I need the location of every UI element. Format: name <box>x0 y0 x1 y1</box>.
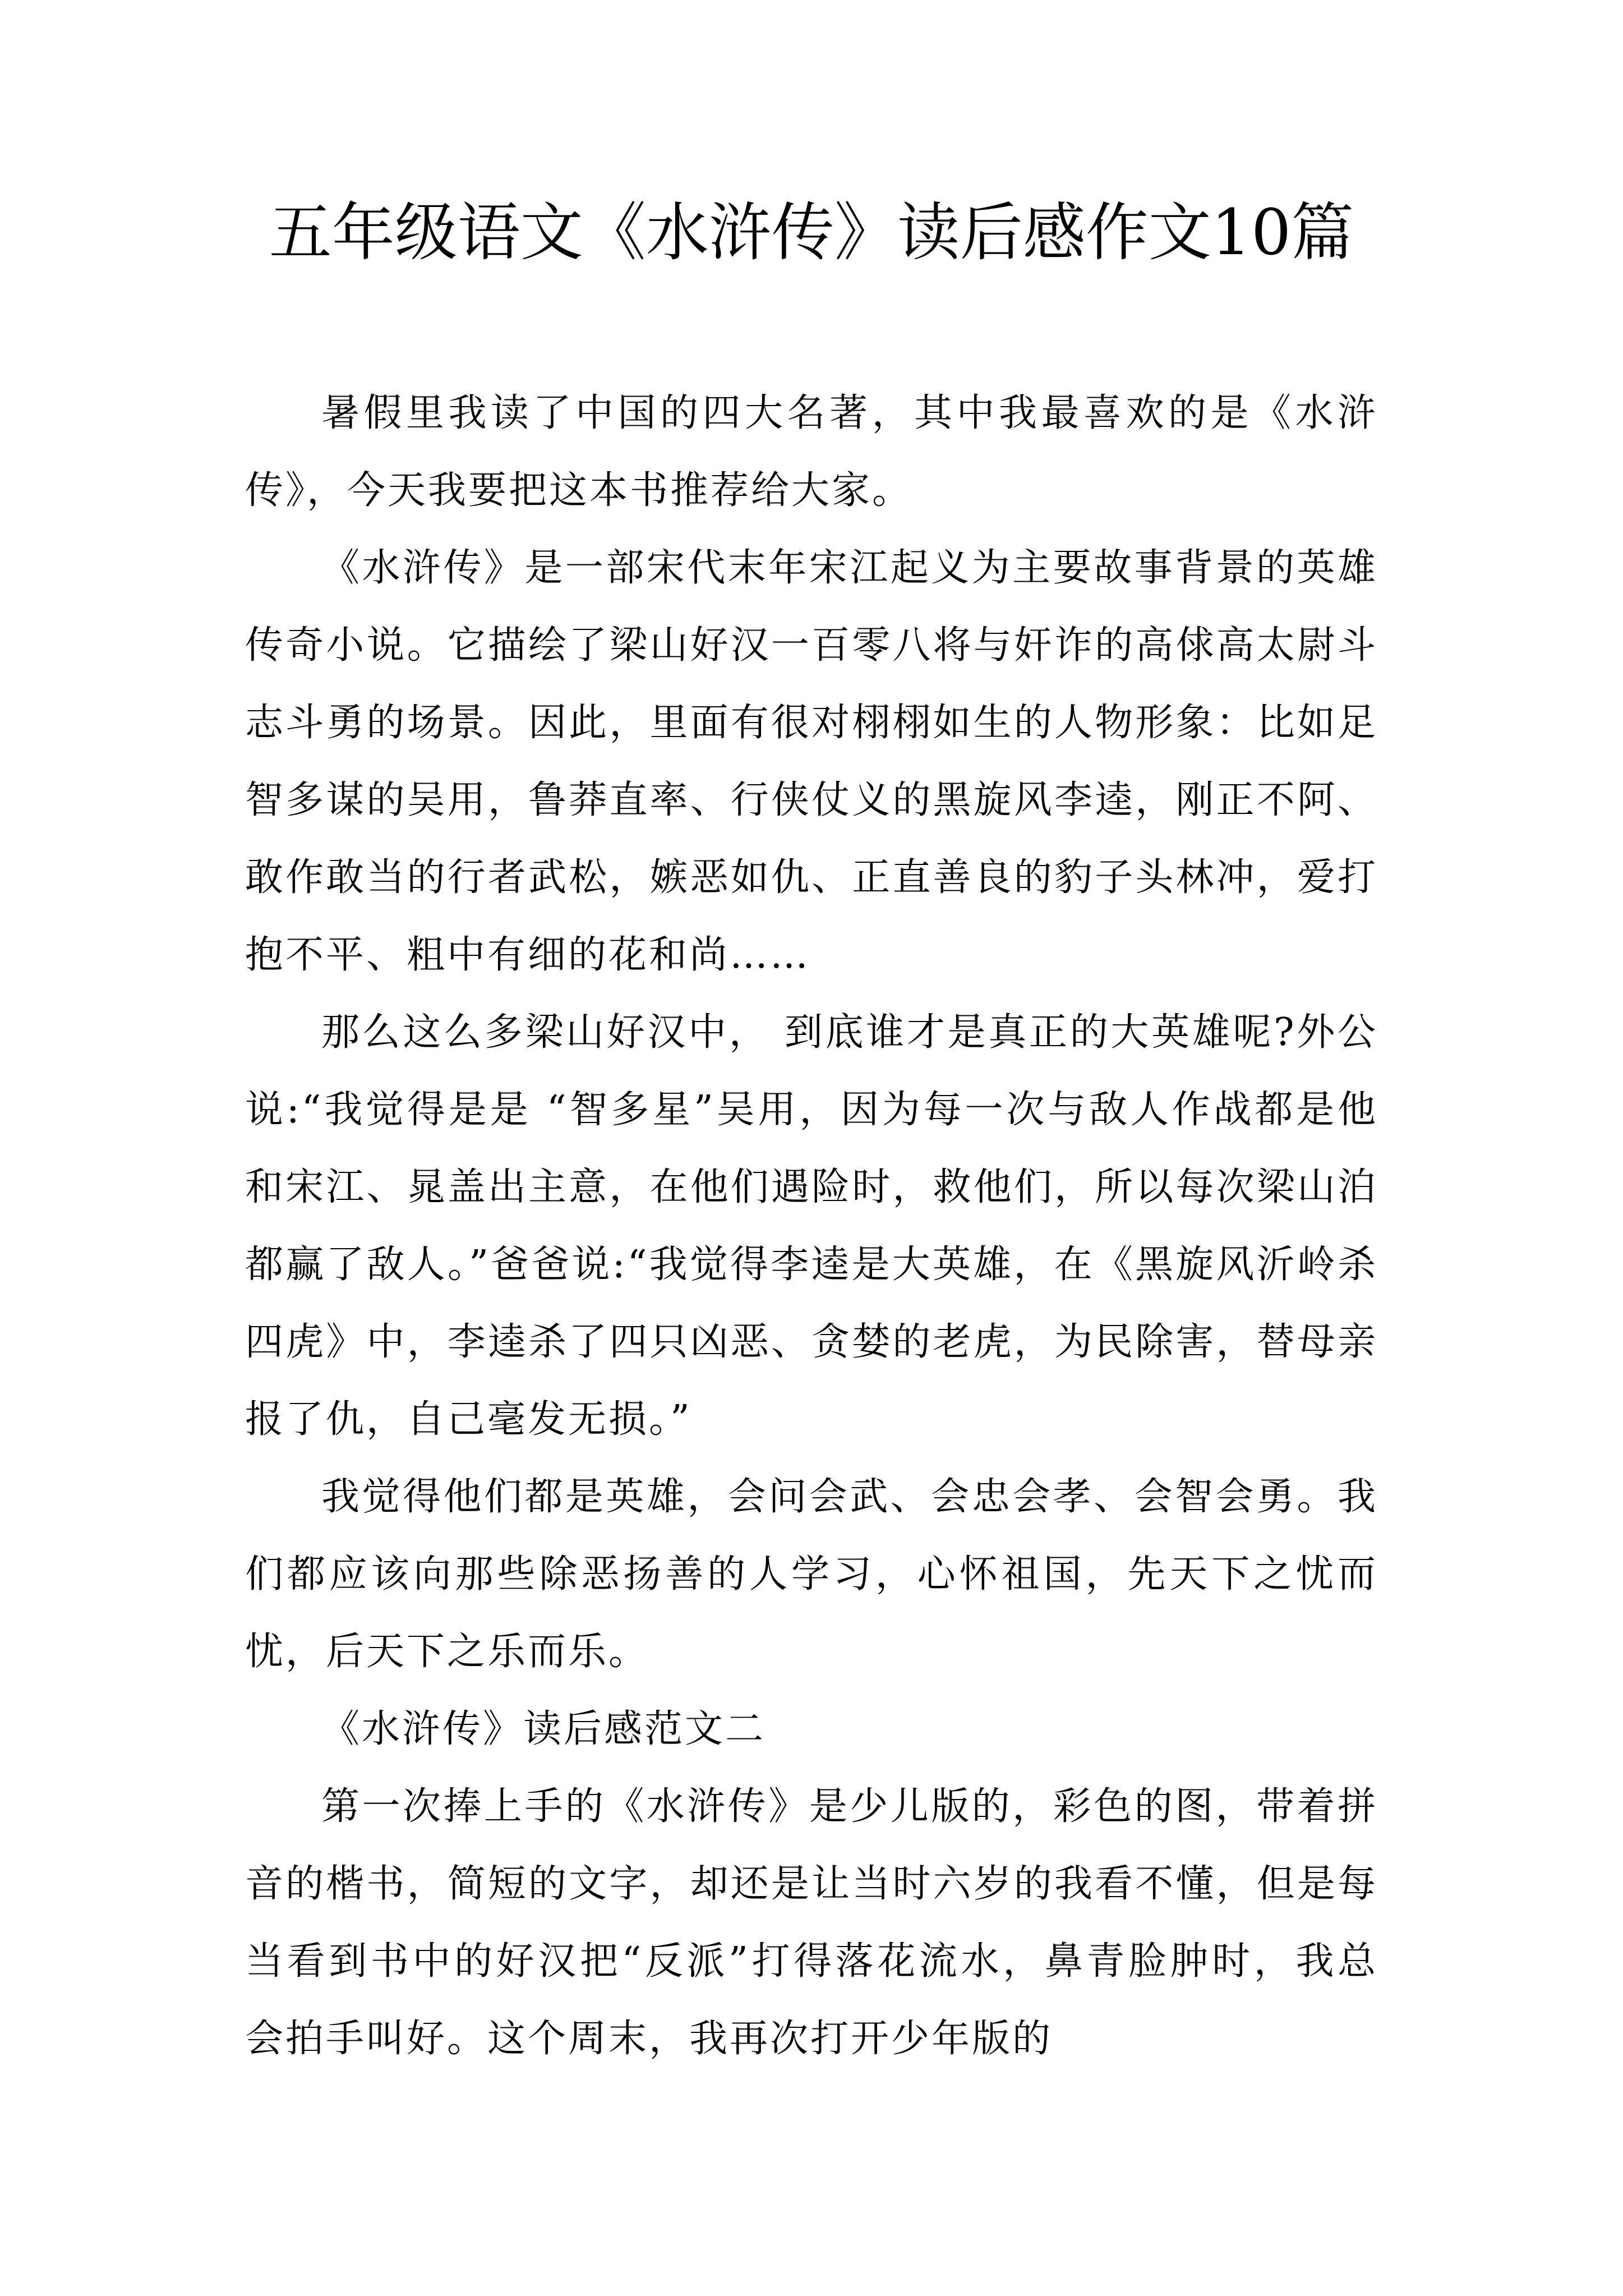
paragraph: 我觉得他们都是英雄，会问会武、会忠会孝、会智会勇。我们都应该向那些除恶扬善的人学习，心怀祖国，先天下之忧而忧，后天下之乐而乐。 <box>245 1475 1378 1674</box>
document-title: 五年级语文《水浒传》读后感作文10篇 <box>269 196 1354 269</box>
document-body <box>245 375 1378 2078</box>
section-heading: 《水浒传》读后感范文二 <box>321 1707 766 1751</box>
paragraph: 《水浒传》是一部宋代末年宋江起义为主要故事背景的英雄传奇小说。它描绘了梁山好汉一百零八将与奸诈的高俅高太尉斗志斗勇的场景。因此，里面有很对栩栩如生的人物形象：比如足智多谋的吴用，鲁莽直率、行侠仗义的黑旋风李逵，刚正不阿、敢作敢当的行者武松，嫉恶如仇、正直善良的豹子头林冲，爱打抱不平、粗中有细的花和尚…… <box>245 546 1378 977</box>
paragraph: 那么这么多梁山好汉中， 到底谁才是真正的大英雄呢?外公说:“我觉得是是 “智多星”吴用，因为每一次与敌人作战都是他和宋江、晁盖出主意，在他们遇险时，救他们，所以每次梁山泊都赢了敌人。”爸爸说:“我觉得李逵是大英雄，在《黑旋风沂岭杀四虎》中，李逵杀了四只凶恶、贪婪的老虎，为民除害，替母亲报了仇，自己毫发无损。” <box>245 1010 1378 1442</box>
paragraph: 第一次捧上手的《水浒传》是少儿版的，彩色的图，带着拼音的楷书，简短的文字，却还是让当时六岁的我看不懂，但是每当看到书中的好汉把“反派”打得落花流水，鼻青脸肿时，我总会拍手叫好。这个周末，我再次打开少年版的 <box>245 1784 1378 2061</box>
paragraph: 暑假里我读了中国的四大名著，其中我最喜欢的是《水浒传》，今天我要把这本书推荐给大家。 <box>245 391 1378 513</box>
